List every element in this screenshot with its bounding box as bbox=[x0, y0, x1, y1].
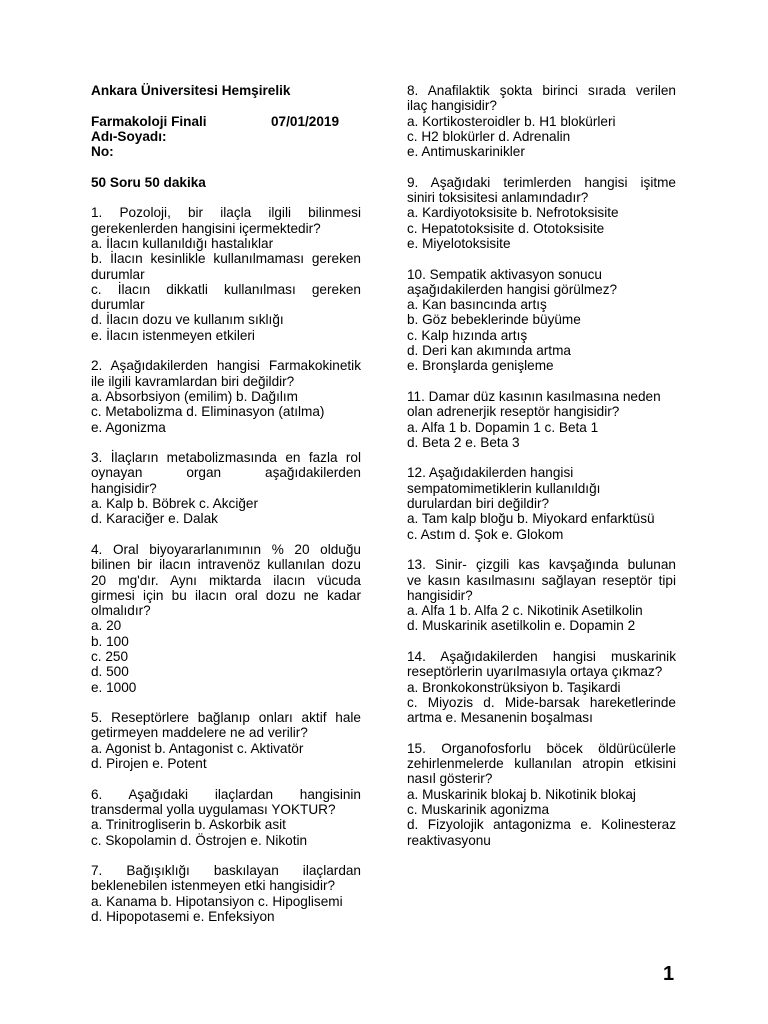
question-line: bilinen bir ilacın intravenöz kullanılan dozu bbox=[91, 557, 361, 573]
question-line: e. Agonizma bbox=[91, 419, 166, 435]
question-line: b. 100 bbox=[91, 633, 129, 649]
question-line: a. Kardiyotoksisite b. Nefrotoksisite bbox=[407, 205, 619, 221]
question-line: aşağıdakilerden hangisi görülmez? bbox=[407, 281, 618, 297]
question-line: transdermal yolla uygulaması YOKTUR? bbox=[91, 801, 336, 817]
question-line: a. 20 bbox=[91, 618, 122, 634]
question-line: artma e. Mesanenin boşalması bbox=[407, 710, 593, 726]
question-line: durumlar bbox=[91, 297, 145, 313]
question-line: a. Tam kalp bloğu b. Miyokard enfarktüsü bbox=[407, 511, 655, 527]
question-line: zehirlenmelerde kullanılan atropin etkisini bbox=[407, 756, 676, 772]
question-block bbox=[407, 465, 676, 541]
question-line: c. Miyozis d. Mide-barsak hareketlerinde bbox=[407, 694, 676, 710]
question-block bbox=[91, 450, 361, 526]
question-line: sempatomimetiklerin kullanıldığı bbox=[407, 480, 601, 496]
question-line: c. Kalp hızında artış bbox=[407, 327, 528, 343]
question-text: 11. Damar düz kasının kasılmasına neden bbox=[407, 388, 661, 404]
question-line: olmalıdır? bbox=[91, 603, 151, 619]
question-line: a. Alfa 1 b. Alfa 2 c. Nikotinik Asetilkolin bbox=[407, 603, 643, 619]
question-text: 6. Aşağıdaki ilaçlardan hangisinin bbox=[91, 786, 361, 802]
question-line: d. Karaciğer e. Dalak bbox=[91, 511, 218, 527]
question-line: a. Kanama b. Hipotansiyon c. Hipoglisemi bbox=[91, 893, 343, 909]
exam-title: Farmakoloji Finali bbox=[91, 113, 207, 129]
question-line: hangisidir? bbox=[407, 587, 473, 603]
spacer bbox=[91, 98, 361, 113]
question-line: a. Alfa 1 b. Dopamin 1 c. Beta 1 bbox=[407, 419, 599, 435]
question-block bbox=[407, 267, 676, 374]
spacer bbox=[91, 159, 361, 174]
question-block bbox=[407, 83, 676, 159]
question-line: siniri toksisitesi anlamındadır? bbox=[407, 190, 589, 206]
question-block bbox=[91, 863, 361, 924]
exam-info: 50 Soru 50 dakika bbox=[91, 174, 206, 190]
question-line: d. Deri kan akımında artma bbox=[407, 343, 571, 359]
question-text: 1. Pozoloji, bir ilaçla ilgili bilinmesi bbox=[91, 205, 361, 221]
question-text: 12. Aşağıdakilerden hangisi bbox=[407, 465, 574, 481]
question-text: 2. Aşağıdakilerden hangisi Farmakokinetik bbox=[91, 358, 361, 374]
question-line: e. Miyelotoksisite bbox=[407, 235, 511, 251]
question-line: a. Kortikosteroidler b. H1 blokürleri bbox=[407, 113, 616, 129]
question-line: c. Muskarinik agonizma bbox=[407, 801, 550, 817]
question-block bbox=[407, 389, 676, 450]
question-line: beklenebilen istenmeyen etki hangisidir? bbox=[91, 878, 336, 894]
question-line: ve kasın kasılmasını sağlayan reseptör tipi bbox=[407, 572, 676, 588]
question-text: 4. Oral biyoyararlanımının % 20 olduğu bbox=[91, 541, 361, 557]
question-line: oynayan organ aşağıdakilerden bbox=[91, 465, 361, 481]
question-block bbox=[407, 741, 676, 848]
question-text: 10. Sempatik aktivasyon sonucu bbox=[407, 266, 602, 282]
question-line: ilaç hangisidir? bbox=[407, 98, 497, 114]
question-line: girmesi için bu ilacın oral dozu ne kadar bbox=[91, 587, 361, 603]
question-line: durulardan biri değildir? bbox=[407, 496, 550, 512]
question-line: reseptörlerin uyarılmasıyla ortaya çıkmaz? bbox=[407, 664, 663, 680]
page-number: 1 bbox=[663, 963, 675, 985]
question-line: c. İlacın dikkatli kullanılması gereken bbox=[91, 281, 361, 297]
question-block bbox=[91, 205, 361, 343]
question-line: d. Hipopotasemi e. Enfeksiyon bbox=[91, 909, 275, 925]
question-line: durumlar bbox=[91, 266, 145, 282]
question-text: 15. Organofosforlu böcek öldürücülerle bbox=[407, 740, 676, 756]
spacer bbox=[91, 190, 361, 205]
question-line: c. Skopolamin d. Östrojen e. Nikotin bbox=[91, 832, 308, 848]
question-line: a. Bronkokonstrüksiyon b. Taşikardi bbox=[407, 679, 621, 695]
right-column bbox=[407, 83, 676, 863]
question-line: nasıl gösterir? bbox=[407, 771, 493, 787]
question-line: d. Pirojen e. Potent bbox=[91, 756, 207, 772]
question-block bbox=[91, 710, 361, 771]
question-text: 7. Bağışıklığı baskılayan ilaçlardan bbox=[91, 863, 361, 879]
question-line: d. Beta 2 e. Beta 3 bbox=[407, 434, 520, 450]
institution-title: Ankara Üniversitesi Hemşirelik bbox=[91, 83, 291, 98]
question-block bbox=[91, 542, 361, 695]
question-line: reaktivasyonu bbox=[407, 832, 491, 848]
question-line: 20 mg'dır. Aynı miktarda ilacın vücuda bbox=[91, 572, 361, 588]
name-label: Adı-Soyadı: bbox=[91, 128, 167, 144]
left-column bbox=[91, 83, 361, 940]
question-text: 8. Anafilaktik şokta birinci sırada verilen bbox=[407, 83, 676, 98]
question-line: a. Muskarinik blokaj b. Nikotinik blokaj bbox=[407, 786, 636, 802]
question-line: c. Astım d. Şok e. Glokom bbox=[407, 526, 564, 542]
question-line: ile ilgili kavramlardan biri değildir? bbox=[91, 373, 295, 389]
question-line: e. İlacın istenmeyen etkileri bbox=[91, 327, 255, 343]
question-block bbox=[407, 649, 676, 725]
question-text: 5. Reseptörlere bağlanıp onları aktif hale bbox=[91, 710, 361, 726]
question-line: e. Antimuskarinikler bbox=[407, 144, 525, 160]
question-line: d. 500 bbox=[91, 664, 129, 680]
question-line: a. Absorbsiyon (emilim) b. Dağılım bbox=[91, 388, 298, 404]
question-line: d. Fizyolojik antagonizma e. Kolinesteraz bbox=[407, 817, 676, 833]
question-line: d. İlacın dozu ve kullanım sıklığı bbox=[91, 312, 284, 328]
left-question-list bbox=[91, 205, 361, 924]
number-label: No: bbox=[91, 144, 114, 160]
question-line: b. İlacın kesinlikle kullanılmaması gereken bbox=[91, 251, 361, 267]
question-line: c. Metabolizma d. Eliminasyon (atılma) bbox=[91, 404, 325, 420]
question-text: 14. Aşağıdakilerden hangisi muskarinik bbox=[407, 648, 676, 664]
question-text: 13. Sinir- çizgili kas kavşağında bulunan bbox=[407, 557, 676, 573]
question-block bbox=[407, 557, 676, 633]
right-question-list bbox=[407, 83, 676, 848]
question-line: a. İlacın kullanıldığı hastalıklar bbox=[91, 235, 274, 251]
exam-date: 07/01/2019 bbox=[271, 113, 340, 129]
question-line: c. 250 bbox=[91, 648, 129, 664]
question-line: gerekenlerden hangisini içermektedir? bbox=[91, 220, 321, 236]
question-text: 3. İlaçların metabolizmasında en fazla rol bbox=[91, 450, 361, 466]
question-line: c. Hepatotoksisite d. Ototoksisite bbox=[407, 220, 605, 236]
question-block bbox=[91, 787, 361, 848]
question-line: olan adrenerjik reseptör hangisidir? bbox=[407, 404, 620, 420]
question-line: hangisidir? bbox=[91, 480, 157, 496]
question-line: a. Trinitrogliserin b. Askorbik asit bbox=[91, 817, 286, 833]
question-line: b. Göz bebeklerinde büyüme bbox=[407, 312, 581, 328]
question-block bbox=[407, 175, 676, 251]
question-text: 9. Aşağıdaki terimlerden hangisi işitme bbox=[407, 174, 676, 190]
question-line: getirmeyen maddelere ne ad verilir? bbox=[91, 725, 308, 741]
question-line: c. H2 blokürler d. Adrenalin bbox=[407, 128, 571, 144]
question-line: a. Kalp b. Böbrek c. Akciğer bbox=[91, 496, 258, 512]
question-line: a. Kan basıncında artış bbox=[407, 297, 547, 313]
question-line: a. Agonist b. Antagonist c. Aktivatör bbox=[91, 740, 304, 756]
question-line: e. Bronşlarda genişleme bbox=[407, 358, 554, 374]
question-line: d. Muskarinik asetilkolin e. Dopamin 2 bbox=[407, 618, 636, 634]
exam-title-row bbox=[91, 114, 361, 129]
question-line: e. 1000 bbox=[91, 679, 137, 695]
question-block bbox=[91, 358, 361, 434]
